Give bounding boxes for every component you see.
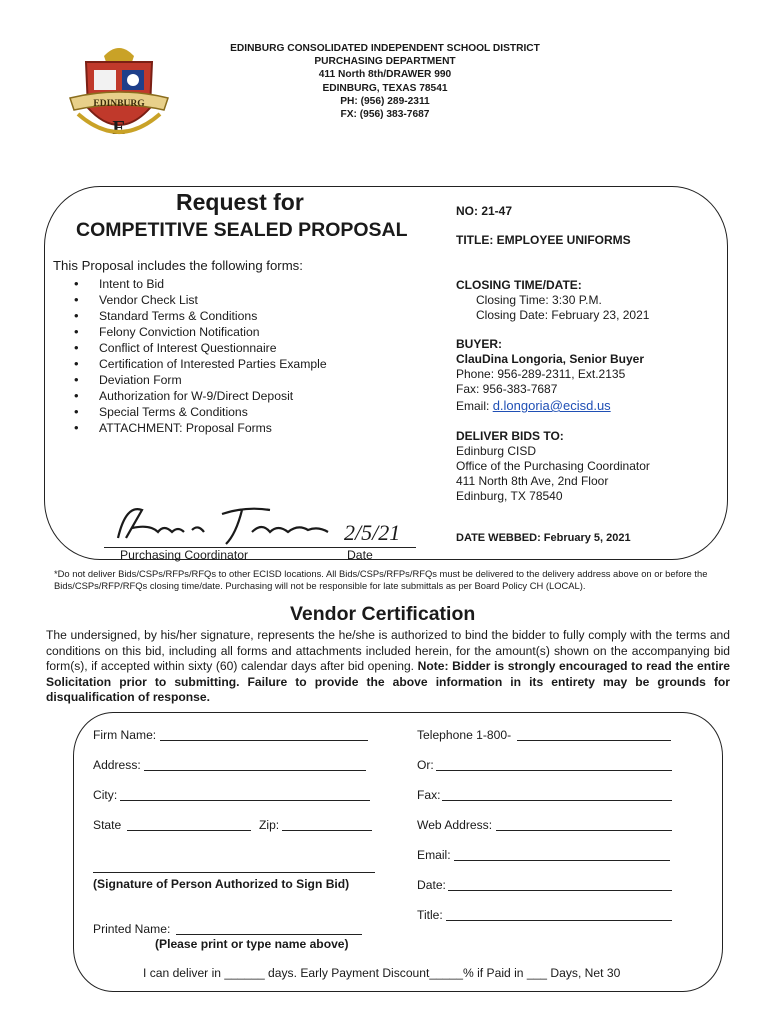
state-field[interactable] [127,830,251,831]
delivery-terms: I can deliver in ______ days. Early Payment Discount_____% if Paid in ___ Days, Net 30 [143,966,621,980]
printed-name-field[interactable] [176,934,362,935]
deliver-line: Office of the Purchasing Coordinator [456,459,650,473]
web-address-label: Web Address: [417,818,493,832]
signature-date: 2/5/21 [344,520,401,545]
district-logo [64,38,174,150]
signature-role: Purchasing Coordinator [120,548,249,562]
list-item: • Deviation Form [62,372,327,388]
city-label: City: [93,788,118,802]
address-field[interactable] [144,770,366,771]
deliver-heading: DELIVER BIDS TO: [456,429,564,443]
or-label: Or: [417,758,434,772]
closing-heading: CLOSING TIME/DATE: [456,278,582,292]
telephone-label: Telephone 1-800- [417,728,512,742]
list-item: • Intent to Bid [62,276,327,292]
buyer-email-link[interactable]: d.longoria@ecisd.us [492,398,611,413]
closing-time: Closing Time: 3:30 P.M. [476,293,602,307]
list-item: • Felony Conviction Notification [62,324,327,340]
street-address: 411 North 8th/DRAWER 990 [318,69,452,81]
buyer-email-label: Email: [456,399,493,413]
fax-label: Fax: [417,788,441,802]
phone-number: PH: (956) 289-2311 [340,95,430,107]
list-item: • Special Terms & Conditions [62,404,327,420]
vendor-heading: Vendor Certification [290,603,476,625]
logo-banner-text: EDINBURG [93,99,145,109]
date-field[interactable] [448,890,672,891]
forms-list [62,276,327,436]
deliver-line: Edinburg CISD [456,444,537,458]
state-label: State [93,818,122,832]
telephone-field[interactable] [517,740,671,741]
title-field[interactable] [446,920,672,921]
city-field[interactable] [120,800,370,801]
buyer-heading: BUYER: [456,337,503,351]
proposal-number: NO: 21-47 [456,204,513,218]
fax-number: FX: (956) 383-7687 [340,109,430,121]
printed-name-label: Printed Name: [93,922,171,936]
department-name: PURCHASING DEPARTMENT [314,56,456,68]
vendor-paragraph-text: The undersigned, by his/her signature, represents the he/she is authorized to bind the bidder to fully comply with the terms and conditions on this bid, including all forms and attachments included herein, for the amount(s) shown on the accompanying bid form(s), if accepted within sixty (60) calendar days after bid opening. [46,628,730,674]
buyer-name: ClauDina Longoria, Senior Buyer [456,352,645,366]
address-label: Address: [93,758,141,772]
email-field[interactable] [454,860,670,861]
date-webbed: DATE WEBBED: February 5, 2021 [456,532,631,544]
buyer-email-row [456,398,611,413]
signature-date-label: Date [347,548,373,562]
request-subtitle: COMPETITIVE SEALED PROPOSAL [76,219,408,241]
list-item: • ATTACHMENT: Proposal Forms [62,420,327,436]
fax-field[interactable] [442,800,672,801]
signature-caption: (Signature of Person Authorized to Sign Bid) [93,877,350,891]
date-label: Date: [417,878,446,892]
logo-letter: E [112,117,126,139]
list-item: • Certification of Interested Parties Example [62,356,327,372]
district-name: EDINBURG CONSOLIDATED INDEPENDENT SCHOOL DISTRICT [230,43,540,54]
printed-name-caption: (Please print or type name above) [155,937,349,951]
vendor-paragraph-note: Note: Bidder is strongly encouraged to read the entire Solicitation prior to submitting. Failure to provide the above information in its entirety may be grounds for disqualification of response. [46,659,730,705]
city-state-zip: EDINBURG, TEXAS 78541 [322,82,448,94]
request-title: Request for [176,189,304,215]
vendor-paragraph [46,628,730,706]
buyer-phone: Phone: 956-289-2311, Ext.2135 [456,367,626,381]
zip-field[interactable] [282,830,372,831]
proposal-title: TITLE: EMPLOYEE UNIFORMS [456,233,631,247]
signature-field[interactable] [93,872,375,873]
list-item: • Standard Terms & Conditions [62,308,327,324]
district-header [190,42,580,121]
firm-name-label: Firm Name: [93,728,157,742]
zip-label: Zip: [259,818,280,832]
email-label: Email: [417,848,451,862]
deliver-line: Edinburg, TX 78540 [456,489,563,503]
title-label: Title: [417,908,443,922]
closing-date: Closing Date: February 23, 2021 [476,308,650,322]
firm-name-field[interactable] [160,740,368,741]
buyer-fax: Fax: 956-383-7687 [456,382,558,396]
list-item: • Vendor Check List [62,292,327,308]
delivery-note: *Do not deliver Bids/CSPs/RFPs/RFQs to other ECISD locations. All Bids/CSPs/RFPs/RFQs must be delivered to the delivery address above on or before the Bids/CSPs/RFP/RFQs closing time/date. Purchasing will not be responsible for late submittals as per Board Policy CH (LOCAL). [54,568,708,591]
coordinator-signature [112,494,342,550]
list-item: • Conflict of Interest Questionnaire [62,340,327,356]
web-address-field[interactable] [496,830,672,831]
alt-phone-field[interactable] [436,770,672,771]
forms-intro: This Proposal includes the following forms: [53,258,303,273]
deliver-line: 411 North 8th Ave, 2nd Floor [456,474,609,488]
list-item: • Authorization for W-9/Direct Deposit [62,388,327,404]
